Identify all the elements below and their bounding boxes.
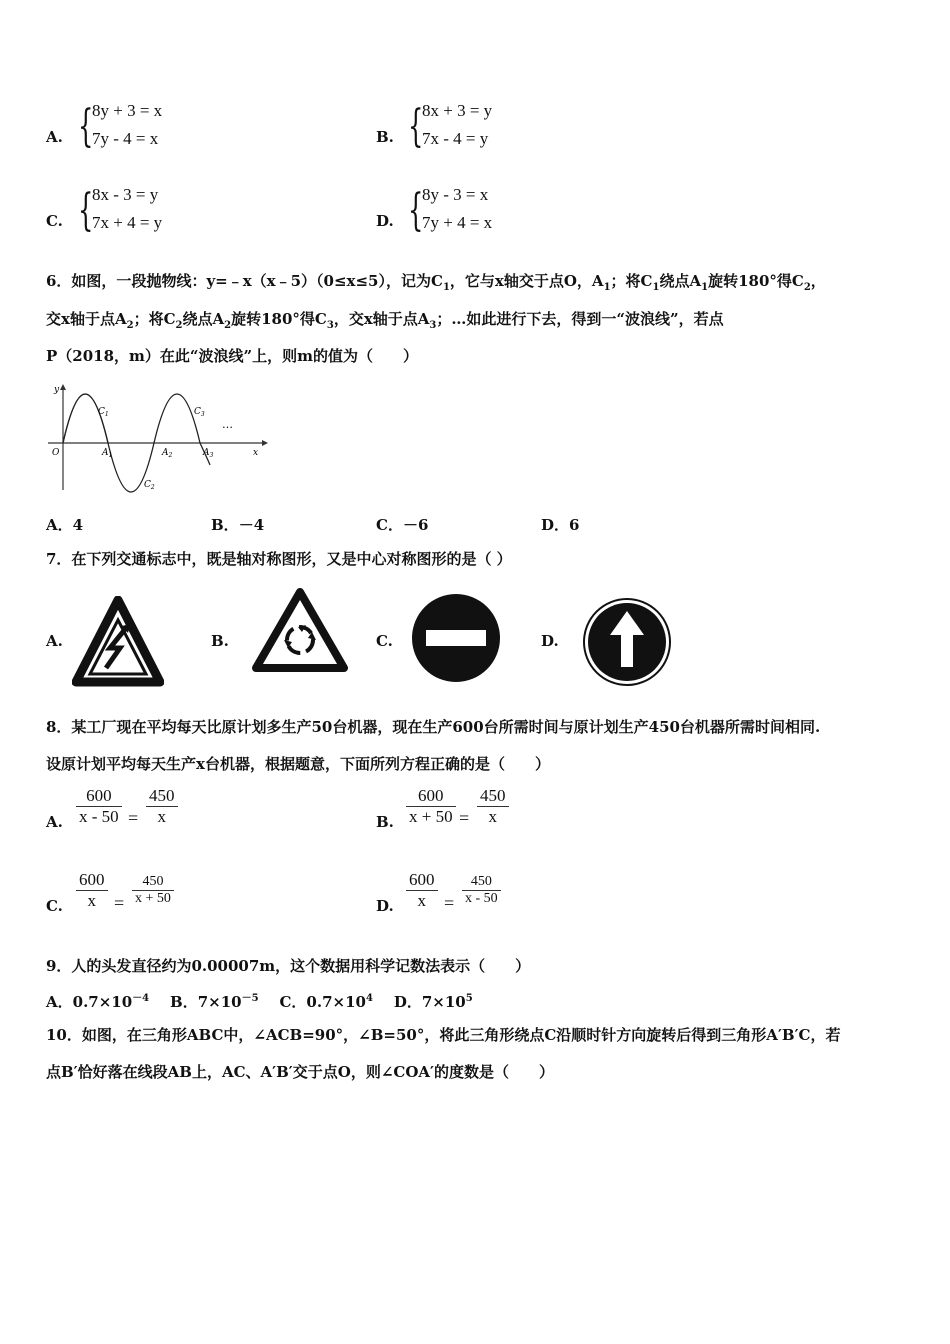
equals-sign: =: [459, 808, 470, 828]
q9-option-c: C．$0.7\times 10^4$: [279, 993, 373, 1011]
q8-d-right-fraction: $\frac{450}{x - 50}$: [462, 874, 501, 907]
q6-option-c: C．－6: [376, 516, 429, 534]
q5-option-c-label: C.: [46, 212, 63, 230]
q5-option-d-label: D.: [376, 212, 394, 230]
equation-line: 7y - 4 = x: [92, 129, 159, 148]
graph-y-label: y: [54, 385, 60, 395]
q8-d-left-fraction: $\frac{600}{x}$: [406, 870, 438, 911]
graph-ellipsis: …: [222, 418, 233, 431]
q8-option-c-label: C.: [46, 897, 63, 915]
q6-stem-line3: P（2018，m）在此“波浪线”上，则m的值为（ ）: [46, 347, 419, 365]
q5-option-b-label: B.: [376, 128, 394, 146]
q8-option-d-label: D.: [376, 897, 394, 915]
q9-option-d: D．$7\times 10^5$: [393, 993, 473, 1011]
equation-line: 8y - 3 = x: [422, 185, 489, 204]
q7-option-c-label: C.: [376, 632, 393, 650]
graph-x-label: x: [253, 448, 259, 458]
equation-line: 7x + 4 = y: [92, 213, 163, 232]
q8-stem-line2: 设原计划平均每天生产x台机器，根据题意，下面所列方程正确的是（ ）: [46, 755, 550, 773]
wave-graph: [40, 380, 270, 495]
equals-sign: =: [114, 893, 125, 913]
q8-c-left-fraction: $\frac{600}{x}$: [76, 870, 108, 911]
q6-option-d: D．6: [541, 516, 580, 534]
zigzag-road-sign-icon: [72, 596, 164, 688]
q7-option-a-label: A.: [46, 632, 63, 650]
roundabout-sign-icon: [252, 588, 348, 672]
q7-option-b-label: B.: [211, 632, 229, 650]
q8-option-a-label: A.: [46, 813, 63, 831]
q5-option-a-label: A.: [46, 128, 63, 146]
equation-line: 8y + 3 = x: [92, 101, 163, 120]
graph-c1-label: $C_1$: [98, 407, 109, 418]
equation-line: 8x + 3 = y: [422, 101, 493, 120]
q10-stem-line2: 点B′恰好落在线段AB上，AC、A′B′交于点O，则∠COA′的度数是（ ）: [46, 1063, 554, 1081]
equals-sign: =: [444, 893, 455, 913]
q9-options: [46, 989, 473, 1012]
q6-option-a: A．4: [46, 516, 84, 534]
q7-option-d-label: D.: [541, 632, 559, 650]
straight-ahead-sign-icon: [582, 597, 672, 687]
q9-stem: 9．人的头发直径约为0.00007m，这个数据用科学记数法表示（ ）: [46, 957, 531, 975]
q6-stem-line1: 6．如图，一段抛物线：y=﹣x（x﹣5）（0≤x≤5），记为$C_1$，它与x轴交于点O，$A_1$；将$C_1$绕点$A_1$旋转180°得$C_2$，: [46, 272, 826, 293]
equation-line: 7x - 4 = y: [422, 129, 489, 148]
graph-c2-label: $C_2$: [144, 480, 155, 491]
graph-a2-label: $A_2$: [162, 448, 173, 459]
q10-stem-line1: 10．如图，在三角形ABC中，∠ACB=90°，∠B=50°，将此三角形绕点C沿顺时针方向旋转后得到三角形A′B′C，若: [46, 1026, 841, 1044]
equals-sign: =: [128, 808, 139, 828]
q8-a-right-fraction: $\frac{450}{x}$: [146, 786, 178, 827]
q8-b-left-fraction: $\frac{600}{x + 50}$: [406, 786, 456, 827]
graph-origin-label: O: [52, 448, 60, 458]
q6-option-b: B．－4: [211, 516, 265, 534]
q6-stem-line2: 交x轴于点$A_2$；将$C_2$绕点$A_2$旋转180°得$C_3$，交x轴于点$A_3$；…如此进行下去，得到一“波浪线”，若点: [46, 310, 724, 331]
q9-option-b: B．$7\times 10^{-5}$: [170, 993, 259, 1011]
q9-option-a: A．$0.7\times 10^{-4}$: [46, 993, 150, 1011]
q8-option-b-label: B.: [376, 813, 394, 831]
equation-line: 8x - 3 = y: [92, 185, 159, 204]
graph-a3-label: $A_3$: [203, 448, 214, 459]
graph-a1-label: $A_1$: [102, 448, 113, 459]
q7-stem: 7．在下列交通标志中，既是轴对称图形，又是中心对称图形的是（ ）: [46, 550, 512, 568]
graph-c3-label: $C_3$: [194, 407, 205, 418]
equation-line: 7y + 4 = x: [422, 213, 493, 232]
q8-c-right-fraction: $\frac{450}{x + 50}$: [132, 874, 174, 907]
q8-b-right-fraction: $\frac{450}{x}$: [477, 786, 509, 827]
no-entry-sign-icon: [410, 592, 502, 684]
q8-a-left-fraction: $\frac{600}{x - 50}$: [76, 786, 122, 827]
q8-stem-line1: 8．某工厂现在平均每天比原计划多生产50台机器，现在生产600台所需时间与原计划生产450台机器所需时间相同.: [46, 718, 821, 736]
